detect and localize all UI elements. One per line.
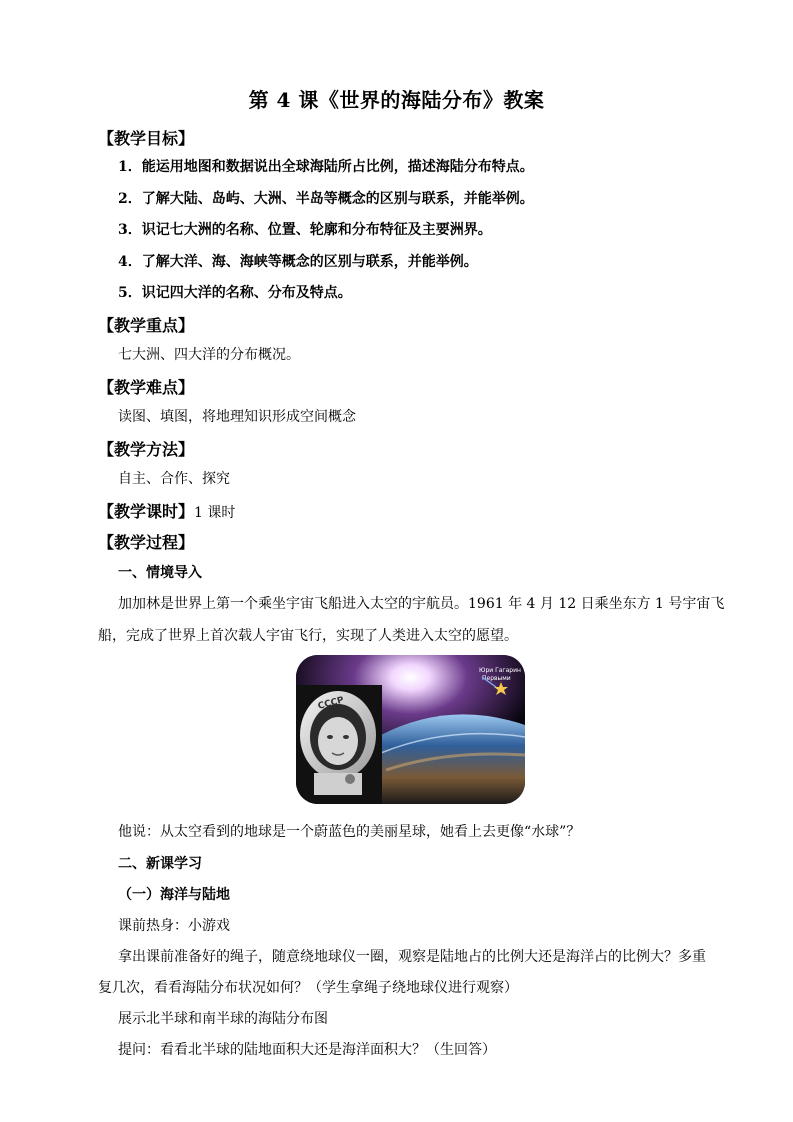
goal-item-5: 5．识记四大洋的名称、分布及特点。 [118, 285, 352, 301]
gagarin-photo [296, 655, 525, 804]
key-points-heading: 【教学重点】 [98, 316, 195, 335]
show-map-text: 展示北半球和南半球的海陆分布图 [118, 1011, 328, 1027]
intro-line-2: 船，完成了世界上首次载人宇宙飞行，实现了人类进入太空的愿望。 [98, 628, 518, 644]
subsection-1-title: （一）海洋与陆地 [118, 887, 230, 903]
goal-item-2: 2．了解大陆、岛屿、大洲、半岛等概念的区别与联系，并能举例。 [118, 191, 534, 207]
goals-heading: 【教学目标】 [98, 129, 195, 148]
hours-label: 【教学课时】 [98, 502, 195, 521]
document-title: 第 4 课《世界的海陆分布》教案 [248, 88, 545, 112]
goal-item-4: 4．了解大洋、海、海峡等概念的区别与联系，并能举例。 [118, 254, 478, 270]
part2-title: 二、新课学习 [118, 856, 202, 872]
game-line-1: 拿出课前准备好的绳子，随意绕地球仪一圈，观察是陆地占的比例大还是海洋占的比例大？多重 [118, 949, 706, 965]
intro-line-1: 加加林是世界上第一个乘坐宇宙飞船进入太空的宇航员。1961 年 4 月 12 日乘坐东方 1 号宇宙飞 [118, 596, 725, 612]
key-points-text: 七大洲、四大洋的分布概况。 [118, 347, 300, 363]
hours-heading [98, 499, 235, 522]
hours-value: 1 课时 [194, 505, 236, 521]
goal-item-3: 3．识记七大洲的名称、位置、轮廓和分布特征及主要洲界。 [118, 222, 492, 238]
difficulty-text: 读图、填图，将地理知识形成空间概念 [118, 409, 356, 425]
photo-caption-2: Первыми [482, 675, 511, 682]
photo-caption-1: Юри Гагарин [479, 667, 521, 674]
method-heading: 【教学方法】 [98, 440, 195, 459]
gagarin-photo-illustration [296, 655, 525, 804]
difficulty-heading: 【教学难点】 [98, 378, 195, 397]
process-heading: 【教学过程】 [98, 533, 195, 552]
method-text: 自主、合作、探究 [118, 471, 230, 487]
game-line-2: 复几次，看看海陆分布状况如何？（学生拿绳子绕地球仪进行观察） [98, 980, 518, 996]
warmup-text: 课前热身：小游戏 [118, 918, 230, 934]
helmet-text: СССР [316, 695, 346, 712]
quote-text: 他说：从太空看到的地球是一个蔚蓝色的美丽星球，她看上去更像“水球”？ [118, 824, 581, 840]
question-text: 提问：看看北半球的陆地面积大还是海洋面积大？（生回答） [118, 1042, 496, 1058]
part1-title: 一、情境导入 [118, 565, 202, 581]
goal-item-1: 1．能运用地图和数据说出全球海陆所占比例，描述海陆分布特点。 [118, 159, 534, 175]
